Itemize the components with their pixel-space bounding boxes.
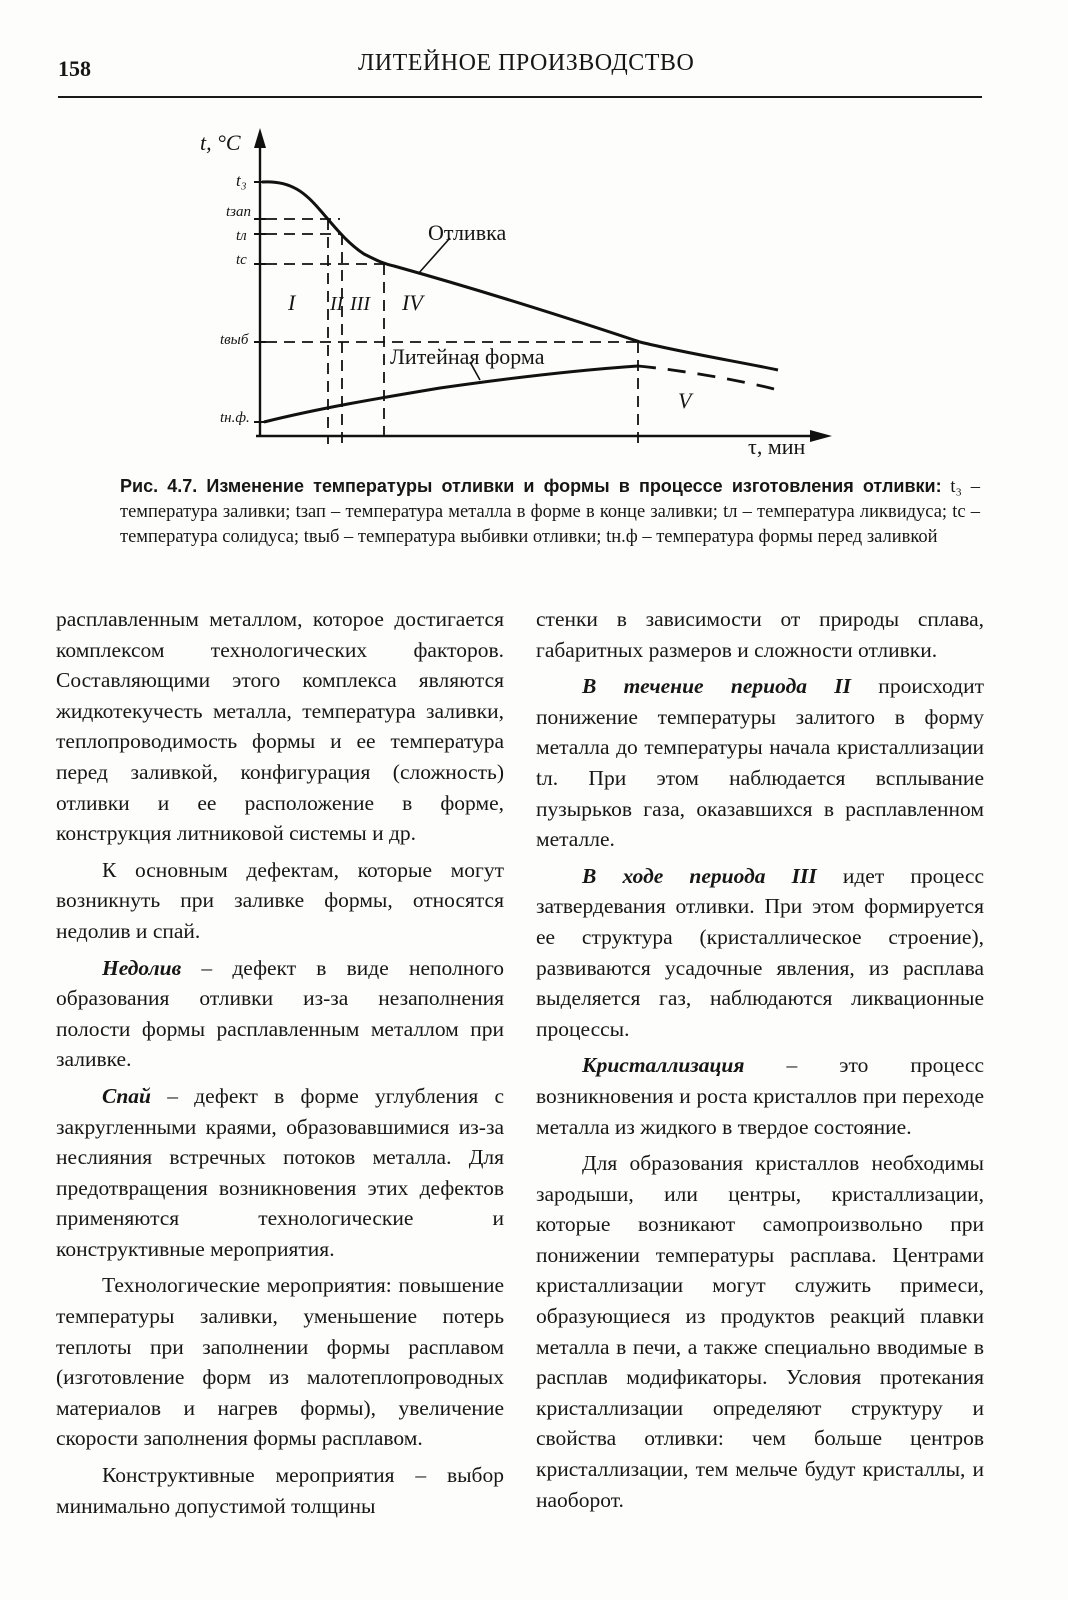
nedoliv-definition: – дефект в виде неполного образования отливки из-за незаполнения полости формы расплавленным металлом при заливке. bbox=[56, 955, 504, 1072]
term-period-II: В течение периода II bbox=[582, 674, 852, 699]
term-crystallization: Кристаллизация bbox=[582, 1053, 745, 1078]
right-paragraph-1: стенки в зависимости от природы сплава, габаритных размеров и сложности отливки. bbox=[536, 607, 984, 662]
period-IV: IV bbox=[402, 290, 423, 315]
left-column bbox=[56, 604, 504, 1527]
label-mold: Литейная форма bbox=[390, 344, 545, 369]
caption-body: t₃ – температура заливки; tзап – температура металла в форме в конце заливки; tл – температура ликвидуса; tс – температура солидуса; tвыб – температура выбивки отливки; tн.ф – температура формы перед заливкой bbox=[120, 477, 981, 547]
period-V: V bbox=[678, 388, 692, 413]
mold-curve bbox=[264, 366, 638, 422]
period-II: II bbox=[330, 293, 344, 315]
figure-caption bbox=[120, 474, 980, 550]
right-column bbox=[536, 604, 984, 1521]
y-tick-tzap: tзап bbox=[226, 204, 252, 220]
left-paragraph-3 bbox=[56, 953, 504, 1075]
period-III: III bbox=[350, 293, 370, 315]
crystallization-definition: – это процесс возникновения и роста кристаллов при переходе металла из жидкого в твердое состояние. bbox=[536, 1053, 984, 1139]
y-tick-t3: t₃ bbox=[236, 171, 247, 190]
x-axis-label: τ, мин bbox=[748, 434, 806, 459]
x-axis-arrow bbox=[810, 430, 832, 442]
right-paragraph-4 bbox=[536, 1050, 984, 1142]
y-tick-tc: tс bbox=[236, 252, 247, 268]
right-paragraph-5: Для образования кристаллов необходимы зародыши, или центры, кристаллизации, которые возникают самопроизвольно при понижении температуры расплава. Центрами кристаллизации могут служить примеси, образующиеся из продуктов реакций плавки металла в печи, а также специально вводимые в расплав модификаторы. Условия протекания кристаллизации определяют структуру и свойства отливки: чем больше центров кристаллизации, тем мельче будут кристаллы, и наоборот. bbox=[536, 1151, 984, 1512]
diagram-svg bbox=[180, 118, 860, 470]
right-paragraph-3 bbox=[536, 861, 984, 1045]
period-III-text: идет процесс затвердевания отливки. При этом формируется ее структура (кристаллическое строение), развиваются усадочные явления, из расплава выделяется газ, наблюдаются ликвационные процессы. bbox=[536, 863, 984, 1041]
header-rule bbox=[58, 96, 982, 98]
page-number: 158 bbox=[58, 56, 91, 81]
left-paragraph-1: расплавленным металлом, которое достигается комплексом технологических факторов. Составляющими этого комплекса являются жидкотекучесть металла, температура заливки, теплопроводимость формы и ее температура перед заливкой, конфигурация (сложность) отливки и ее расположение в форме, конструкция литниковой системы и др. bbox=[56, 607, 504, 846]
y-tick-tvyb: tвыб bbox=[220, 332, 249, 348]
y-axis-arrow bbox=[254, 128, 266, 148]
y-axis-label: t, °C bbox=[200, 130, 241, 155]
running-title: ЛИТЕЙНОЕ ПРОИЗВОДСТВО bbox=[358, 50, 695, 76]
term-nedoliv: Недолив bbox=[102, 955, 182, 980]
figure-temperature-diagram bbox=[180, 118, 860, 470]
left-paragraph-4 bbox=[56, 1081, 504, 1265]
mold-curve-dashed bbox=[638, 366, 778, 390]
term-spai: Спай bbox=[102, 1083, 152, 1108]
left-paragraph-6: Конструктивные мероприятия – выбор минимально допустимой толщины bbox=[56, 1463, 504, 1518]
left-paragraph-5: Технологические мероприятия: повышение температуры заливки, уменьшение потерь теплоты при заполнении формы расплавом (изготовление форм из малотеплопроводных материалов и нагрев формы), увеличение скорости заполнения формы расплавом. bbox=[56, 1273, 504, 1451]
spai-definition: – дефект в форме углубления с закругленными краями, образовавшимися из-за неслияния встречных потоков металла. Для предотвращения возникновения этих дефектов применяются технологические и конструктивные мероприятия. bbox=[56, 1083, 504, 1261]
period-II-text: происходит понижение температуры залитого в форму металла до температуры начала кристаллизации tл. При этом наблюдается всплывание пузырьков газа, оказавшихся в расплавленном металле. bbox=[536, 674, 984, 852]
period-I: I bbox=[288, 290, 296, 315]
y-tick-tl: tл bbox=[236, 228, 247, 244]
right-paragraph-2 bbox=[536, 671, 984, 855]
left-paragraph-2: К основным дефектам, которые могут возникнуть при заливке формы, относятся недолив и спай. bbox=[56, 857, 504, 943]
term-period-III: В ходе периода III bbox=[582, 863, 817, 888]
page-header bbox=[58, 44, 982, 84]
label-casting: Отливка bbox=[428, 220, 507, 245]
y-tick-tnf: tн.ф. bbox=[220, 410, 250, 426]
caption-title: Рис. 4.7. Изменение температуры отливки и формы в процессе изготовления отливки: bbox=[120, 476, 942, 496]
